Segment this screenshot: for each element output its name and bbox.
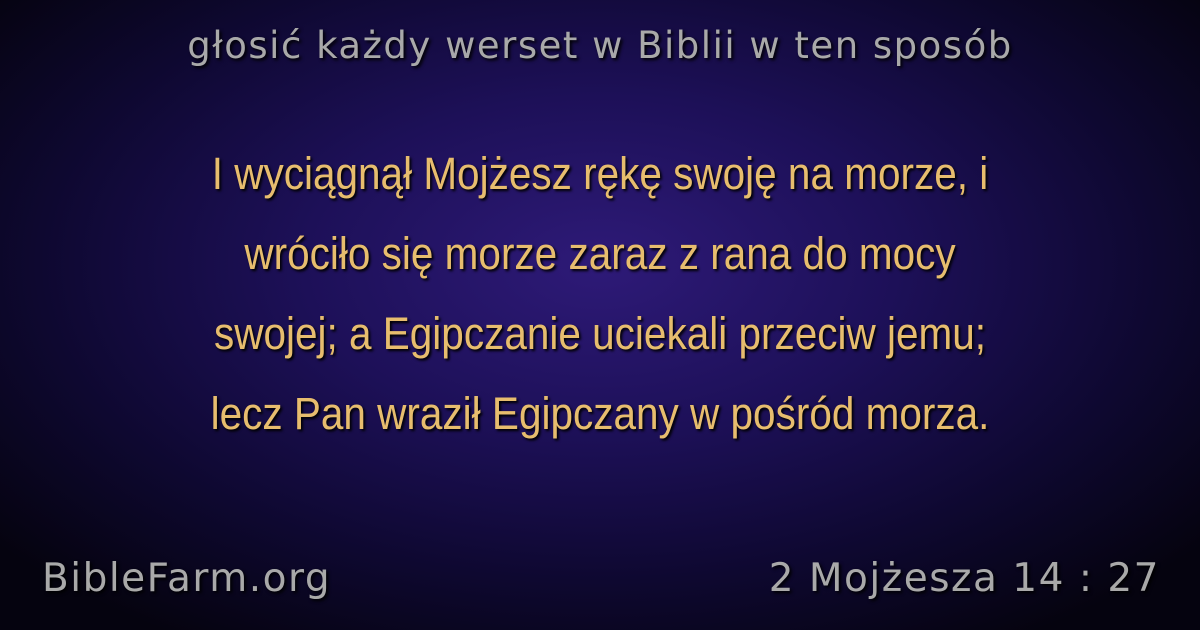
verse-line: wróciło się morze zaraz z rana do mocy — [244, 228, 956, 279]
verse-reference: 2 Mojżesza 14 : 27 — [768, 556, 1160, 601]
verse-line: swojej; a Egipczanie uciekali przeciw jemu; — [213, 308, 987, 359]
verse-line: lecz Pan wraził Egipczany w pośród morza. — [210, 388, 990, 439]
tagline: głosić każdy werset w Biblii w ten sposób — [187, 24, 1013, 67]
verse-line: I wyciągnął Mojżesz rękę swoję na morze, i — [211, 148, 989, 199]
verse-text — [96, 134, 1104, 454]
site-name: BibleFarm.org — [42, 556, 332, 601]
